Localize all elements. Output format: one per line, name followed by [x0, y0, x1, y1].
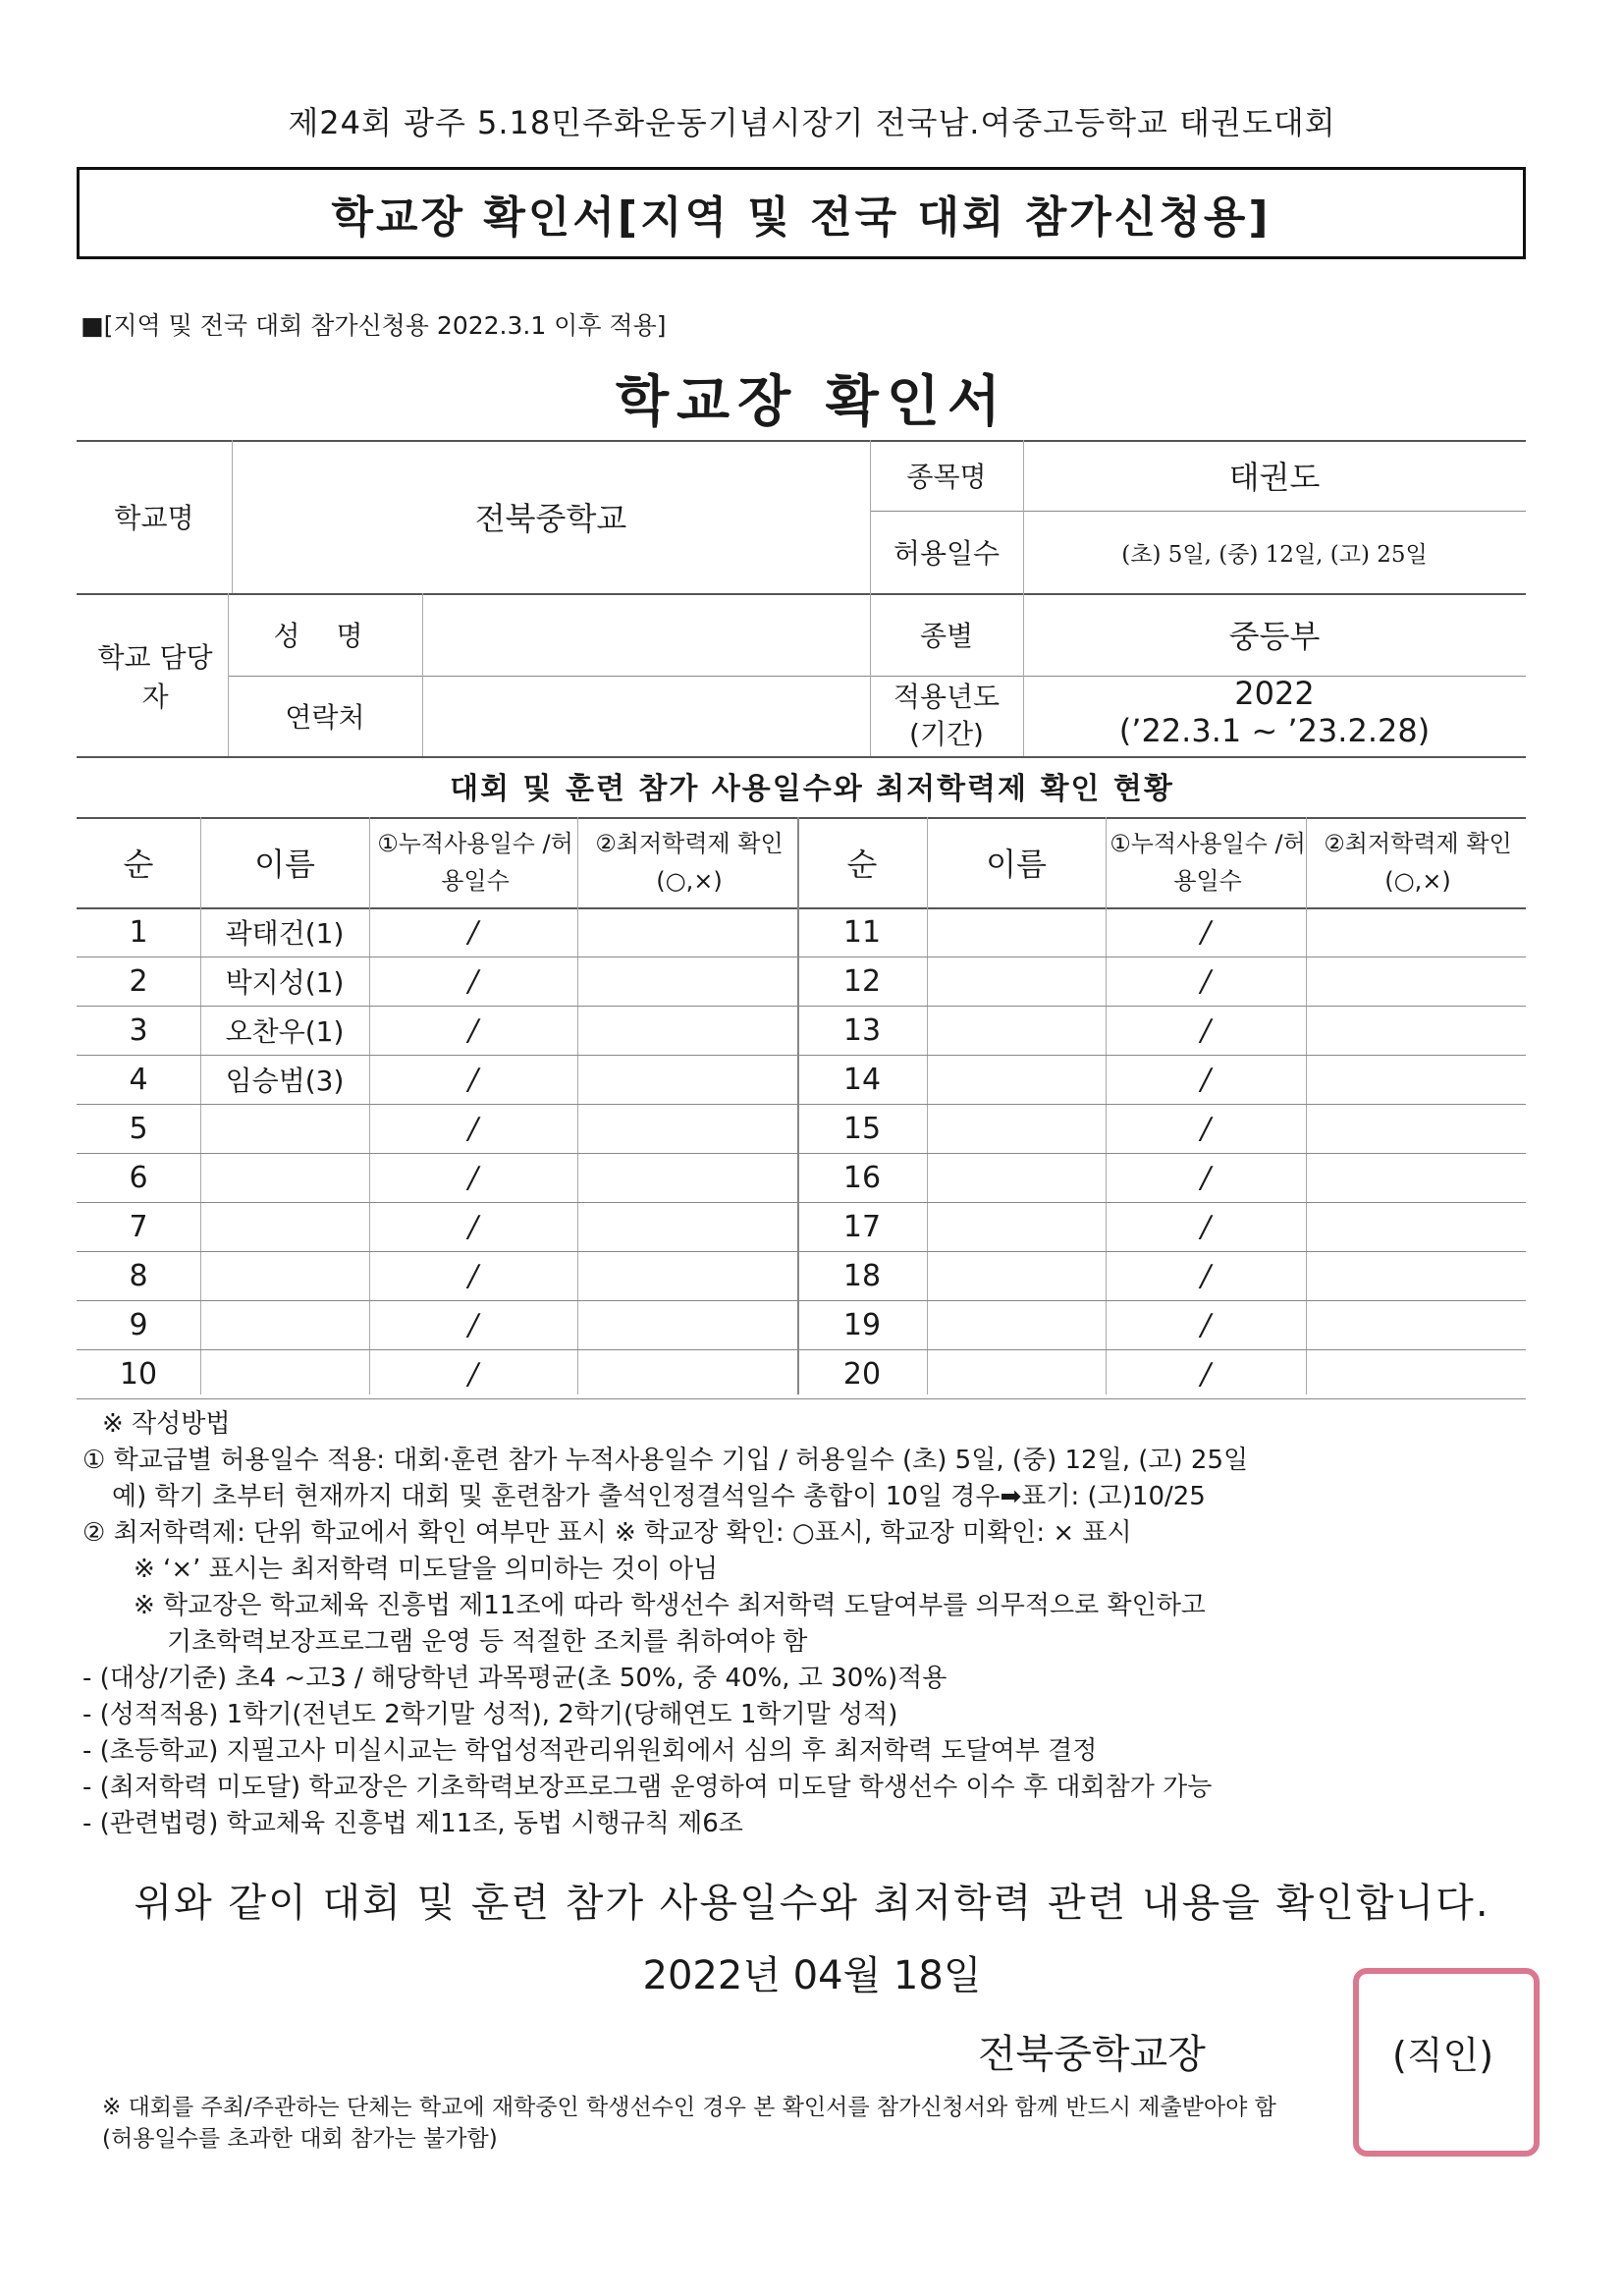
row-days: / — [467, 914, 479, 950]
instruction-line: - (초등학교) 지필고사 미실시교는 학업성적관리위원회에서 심의 후 최저학력 도달여부 결정 — [82, 1736, 1098, 1766]
status-title: 대회 및 훈련 참가 사용일수와 최저학력제 확인 현황 — [450, 772, 1174, 806]
document-title: 학교장 확인서 — [615, 370, 1009, 434]
row-no: 20 — [842, 1356, 882, 1392]
row-no: 15 — [842, 1111, 882, 1146]
row-academic — [1306, 1006, 1526, 1055]
row-name — [927, 907, 1106, 957]
instruction-line: ※ ‘×’ 표시는 최저학력 미도달을 의미하는 것이 아님 — [134, 1555, 719, 1584]
instructions — [82, 1406, 1555, 1842]
event-title: 제24회 광주 5.18민주화운동기념시장기 전국남.여중고등학교 태권도대회 — [288, 104, 1336, 141]
application-note: ■[지역 및 전국 대회 참가신청용 2022.3.1 이후 적용] — [81, 311, 667, 340]
row-days: / — [1200, 1062, 1212, 1097]
row-no: 1 — [129, 914, 148, 950]
row-academic — [577, 1006, 797, 1055]
row-academic — [577, 1202, 797, 1251]
division-label: 종별 — [919, 620, 974, 652]
row-name — [200, 1153, 369, 1202]
row-name — [927, 1251, 1106, 1300]
footer-line-1: ※ 대회를 주최/주관하는 단체는 학교에 재학중인 학생선수인 경우 본 확인서를 참가신청서와 함께 반드시 제출받아야 함 — [102, 2095, 1276, 2120]
instruction-line: ※ 학교장은 학교체육 진흥법 제11조에 따라 학생선수 최저학력 도달여부를 의무적으로 확인하고 — [134, 1591, 1206, 1620]
row-academic — [1306, 907, 1526, 957]
row-name: 임승범(3) — [225, 1065, 345, 1097]
row-academic — [577, 1251, 797, 1300]
row-no: 16 — [842, 1160, 882, 1195]
row-no: 8 — [129, 1258, 148, 1293]
division-value: 중등부 — [1228, 618, 1321, 655]
name-label: 성 명 — [273, 620, 377, 652]
sport-label: 종목명 — [906, 461, 987, 493]
instruction-line: 기초학력보장프로그램 운영 등 적절한 조치를 취하여야 함 — [167, 1627, 808, 1657]
header-days-left: ①누적사용일수 /허용일수 — [377, 830, 573, 895]
header-name-right: 이름 — [986, 846, 1047, 883]
row-days: / — [467, 1160, 479, 1195]
row-days: / — [467, 1111, 479, 1146]
row-academic — [1306, 1055, 1526, 1104]
row-academic — [577, 1104, 797, 1153]
row-days: / — [467, 1012, 479, 1048]
row-name: 곽태건(1) — [225, 917, 345, 950]
row-academic — [577, 1153, 797, 1202]
row-name — [927, 957, 1106, 1006]
row-academic — [577, 1349, 797, 1398]
period-value: (’22.3.1 ~ ’23.2.28) — [1118, 712, 1431, 749]
row-name — [927, 1006, 1106, 1055]
row-academic — [1306, 1349, 1526, 1398]
instruction-line: - (대상/기준) 초4 ~고3 / 해당학년 과목평균(초 50%, 중 40%, 고 30%)적용 — [82, 1664, 947, 1693]
row-days: / — [1200, 1160, 1212, 1195]
row-days: / — [1200, 1307, 1212, 1342]
row-days: / — [467, 963, 479, 999]
instruction-line: - (관련법령) 학교체육 진흥법 제11조, 동법 시행규칙 제6조 — [82, 1809, 743, 1838]
row-divider — [77, 1398, 797, 1399]
row-academic — [1306, 1104, 1526, 1153]
school-label: 학교명 — [114, 502, 194, 534]
contact-value — [422, 676, 870, 756]
row-name — [200, 1349, 369, 1398]
row-name: 박지성(1) — [225, 966, 345, 999]
row-no: 3 — [129, 1012, 148, 1048]
header-days-right: ①누적사용일수 /허용일수 — [1110, 830, 1306, 895]
header-name-left: 이름 — [254, 846, 315, 883]
row-name — [927, 1153, 1106, 1202]
header-academic-left: ②최저학력제 확인(○,×) — [595, 830, 784, 895]
row-academic — [1306, 1300, 1526, 1349]
row-no: 11 — [842, 914, 882, 950]
row-academic — [577, 1055, 797, 1104]
allowed-days-label: 허용일수 — [893, 537, 1001, 570]
principal-name: 전북중학교장 — [978, 2032, 1206, 2077]
instruction-line: - (최저학력 미도달) 학교장은 기초학력보장프로그램 운영하여 미도달 학생선수 이수 후 대회참가 가능 — [82, 1773, 1213, 1802]
row-name — [200, 1104, 369, 1153]
instruction-line: ※ 작성방법 — [102, 1409, 231, 1439]
header-academic-right: ②최저학력제 확인(○,×) — [1324, 830, 1512, 895]
row-no: 6 — [129, 1160, 148, 1195]
row-academic — [1306, 1202, 1526, 1251]
row-days: / — [1200, 1209, 1212, 1244]
row-no: 7 — [129, 1209, 148, 1244]
row-days: / — [1200, 1111, 1212, 1146]
row-no: 2 — [129, 963, 148, 999]
row-name — [200, 1202, 369, 1251]
row-name — [927, 1104, 1106, 1153]
sport-value: 태권도 — [1228, 459, 1321, 496]
row-name — [200, 1251, 369, 1300]
row-no: 5 — [129, 1111, 148, 1146]
row-academic — [577, 907, 797, 957]
allowed-days-value: (초) 5일, (중) 12일, (고) 25일 — [1121, 541, 1428, 568]
row-days: / — [1200, 963, 1212, 999]
row-academic — [1306, 1251, 1526, 1300]
banner-title-text: 학교장 확인서[지역 및 전국 대회 참가신청용] — [331, 192, 1272, 243]
school-value: 전북중학교 — [474, 500, 627, 537]
row-days: / — [467, 1356, 479, 1392]
row-no: 9 — [129, 1307, 148, 1342]
row-days: / — [1200, 1356, 1212, 1392]
row-academic — [577, 1300, 797, 1349]
row-no: 17 — [842, 1209, 882, 1244]
row-days: / — [467, 1307, 479, 1342]
row-name — [927, 1055, 1106, 1104]
instruction-line: ① 학교급별 허용일수 적용: 대회·훈련 참가 누적사용일수 기입 / 허용일수 (초) 5일, (중) 12일, (고) 25일 — [82, 1446, 1249, 1475]
seal-label: (직인) — [1392, 2034, 1494, 2077]
contact-label: 연락처 — [285, 701, 365, 734]
header-no-right: 순 — [846, 846, 878, 883]
row-academic — [1306, 1153, 1526, 1202]
row-no: 12 — [842, 963, 882, 999]
row-no: 10 — [119, 1356, 158, 1392]
row-no: 18 — [842, 1258, 882, 1293]
banner-title — [77, 167, 1526, 259]
confirmation-date: 2022년 04월 18일 — [642, 1953, 982, 1998]
name-value — [422, 593, 870, 676]
instruction-line: 예) 학기 초부터 현재까지 대회 및 훈련참가 출석인정결석일수 총합이 10일 경우➡표기: (고)10/25 — [112, 1482, 1206, 1511]
instruction-line: - (성적적용) 1학기(전년도 2학기말 성적), 2학기(당해연도 1학기말 성적) — [82, 1700, 898, 1729]
row-days: / — [1200, 1258, 1212, 1293]
row-name — [927, 1300, 1106, 1349]
row-name — [927, 1349, 1106, 1398]
row-no: 14 — [842, 1062, 882, 1097]
row-divider — [797, 1398, 1526, 1399]
row-days: / — [1200, 914, 1212, 950]
row-no: 19 — [842, 1307, 882, 1342]
year-value: 2022 — [1234, 675, 1315, 712]
row-days: / — [467, 1258, 479, 1293]
header-no-left: 순 — [123, 846, 154, 883]
row-no: 13 — [842, 1012, 882, 1048]
footer-note — [102, 2092, 1276, 2155]
row-name — [200, 1300, 369, 1349]
manager-label: 학교 담당자 — [97, 641, 213, 713]
confirmation-statement: 위와 같이 대회 및 훈련 참가 사용일수와 최저학력 관련 내용을 확인합니다. — [134, 1881, 1490, 1926]
footer-line-2: (허용일수를 초과한 대회 참가는 불가함) — [102, 2126, 498, 2152]
row-academic — [577, 957, 797, 1006]
year-label: 적용년도 (기간) — [893, 681, 1001, 750]
instruction-line: ② 최저학력제: 단위 학교에서 확인 여부만 표시 ※ 학교장 확인: ○표시, 학교장 미확인: × 표시 — [82, 1518, 1132, 1548]
row-days: / — [1200, 1012, 1212, 1048]
row-name — [927, 1202, 1106, 1251]
row-no: 4 — [129, 1062, 148, 1097]
row-days: / — [467, 1209, 479, 1244]
row-academic — [1306, 957, 1526, 1006]
row-name: 오찬우(1) — [225, 1015, 345, 1048]
row-days: / — [467, 1062, 479, 1097]
